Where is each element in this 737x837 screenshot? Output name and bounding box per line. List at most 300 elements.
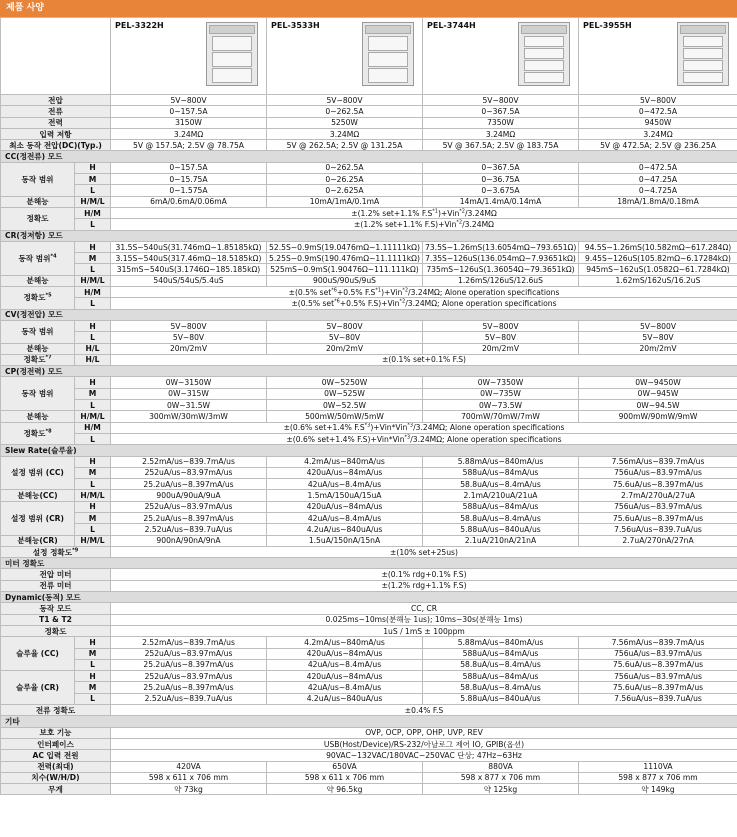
value-cell: 7.56uA/us~839.7uA/us (579, 693, 737, 704)
range-key: H/M/L (75, 490, 111, 501)
range-key: M (75, 174, 111, 185)
range-key: H (75, 456, 111, 467)
value-cell: 900uA/90uA/9uA (111, 490, 267, 501)
spec-row (1, 275, 737, 286)
model-cell (267, 18, 423, 95)
value-cell: 5.88mA/us~840mA/us (423, 456, 579, 467)
param-label: 치수(W/H/D) (1, 772, 111, 783)
value-cell: 300mW/30mW/3mW (111, 411, 267, 422)
value-cell: 5V~800V (111, 95, 267, 106)
spec-row (1, 784, 737, 795)
spec-row (1, 106, 737, 117)
param-label: 정확도$^{*8}$ (1, 422, 75, 445)
value-cell: ±(10% set+25us) (111, 546, 737, 557)
value-cell: ±(0.5% set$^{*6}$+0.5% $F.S^{*1})+Vin^{*2}/3.24M\Omega$; Alone operation specifications (111, 287, 737, 298)
value-cell: 0~367.5A (423, 162, 579, 173)
spec-row (1, 185, 737, 196)
value-cell: 1.5uA/150nA/15nA (267, 535, 423, 546)
value-cell: 20m/2mV (111, 343, 267, 354)
value-cell: 42uA/us~8.4mA/us (267, 479, 423, 490)
section-row (1, 151, 737, 162)
value-cell: 약 96.5kg (267, 784, 423, 795)
value-cell: 700mW/70mW/7mW (423, 411, 579, 422)
range-key: H (75, 637, 111, 648)
range-key: H (75, 501, 111, 512)
spec-row (1, 128, 737, 139)
value-cell: 0~157.5A (111, 106, 267, 117)
value-cell: 3.24MΩ (423, 128, 579, 139)
param-label: 최소 동작 전압(DC)(Typ.) (1, 140, 111, 151)
value-cell: 0~472.5A (579, 106, 737, 117)
param-label: 동작 모드 (1, 603, 111, 614)
value-cell: 5V~80V (111, 332, 267, 343)
value-cell: 756uA/us~83.97mA/us (579, 467, 737, 478)
section-title: CV(정전압) 모드 (1, 309, 737, 320)
value-cell: 75.6uA/us~8.397mA/us (579, 659, 737, 670)
section-title: CC(정전류) 모드 (1, 151, 737, 162)
value-cell: 756uA/us~83.97mA/us (579, 671, 737, 682)
value-cell: 25.2uA/us~8.397mA/us (111, 659, 267, 670)
value-cell: ±(0.5% set$^{*6}$+0.5% F.S)+Vin$^{*2}$/3.24MΩ; Alone operation specifications (111, 298, 737, 309)
section-row (1, 592, 737, 603)
range-key: H/M/L (75, 411, 111, 422)
section-row (1, 366, 737, 377)
value-cell: 25.2uA/us~8.397mA/us (111, 512, 267, 523)
spec-title: 제품 사양 (0, 0, 737, 17)
param-label: T1 & T2 (1, 614, 111, 625)
value-cell: 598 x 877 x 706 mm (579, 772, 737, 783)
spec-row (1, 207, 737, 218)
value-cell: 900mW/90mW/9mW (579, 411, 737, 422)
value-cell: 900uS/90uS/9uS (267, 275, 423, 286)
range-key: H/L (75, 354, 111, 365)
param-label: 정확도 (1, 207, 75, 230)
value-cell: 0.025ms~10ms(분해능 1us); 10ms~30s(분해능 1ms) (111, 614, 737, 625)
value-cell: 25.2uA/us~8.397mA/us (111, 479, 267, 490)
spec-row (1, 705, 737, 716)
value-cell: 540uS/54uS/5.4uS (111, 275, 267, 286)
range-key: L (75, 264, 111, 275)
value-cell: 7.56mA/us~839.7mA/us (579, 637, 737, 648)
value-cell: 252uA/us~83.97mA/us (111, 501, 267, 512)
value-cell: 약 73kg (111, 784, 267, 795)
range-key: L (75, 693, 111, 704)
param-label: 분해능 (1, 411, 75, 422)
spec-row (1, 196, 737, 207)
spec-row (1, 682, 737, 693)
value-cell: 588uA/us~84mA/us (423, 671, 579, 682)
spec-row (1, 456, 737, 467)
device-image (677, 22, 729, 86)
section-row (1, 716, 737, 727)
value-cell: 420uA/us~84mA/us (267, 501, 423, 512)
spec-row (1, 648, 737, 659)
range-key: H/M/L (75, 196, 111, 207)
param-label: 전류 (1, 106, 111, 117)
model-row (1, 18, 737, 95)
value-cell: 2.52uA/us~839.7uA/us (111, 524, 267, 535)
param-label: 분해능 (1, 196, 75, 207)
value-cell: 0~26.25A (267, 174, 423, 185)
value-cell: 0~1.575A (111, 185, 267, 196)
value-cell: 588uA/us~84mA/us (423, 467, 579, 478)
value-cell: 75.6uA/us~8.397mA/us (579, 512, 737, 523)
model-name: PEL-3533H (271, 21, 320, 30)
value-cell: 0W~525W (267, 388, 423, 399)
value-cell: 598 x 611 x 706 mm (111, 772, 267, 783)
spec-row (1, 693, 737, 704)
value-cell: 94.5S~1.26mS(10.582mΩ~617.284Ω) (579, 241, 737, 252)
value-cell: 3.24MΩ (111, 128, 267, 139)
param-label: 설정 범위 (CR) (1, 501, 75, 535)
spec-row (1, 343, 737, 354)
value-cell: 0W~735W (423, 388, 579, 399)
range-key: H/M (75, 422, 111, 433)
value-cell: 5.88uA/us~840uA/us (423, 693, 579, 704)
model-name: PEL-3744H (427, 21, 476, 30)
spec-row (1, 671, 737, 682)
value-cell: 2.52mA/us~839.7mA/us (111, 637, 267, 648)
value-cell: 31.5S~540uS(31.746mΩ~1.85185kΩ) (111, 241, 267, 252)
spec-row (1, 117, 737, 128)
value-cell: 4.2uA/us~840uA/us (267, 524, 423, 535)
spec-row (1, 580, 737, 591)
value-cell: 5V~800V (423, 95, 579, 106)
param-label: 분해능(CR) (1, 535, 75, 546)
param-label: 인터페이스 (1, 738, 111, 749)
value-cell: 58.8uA/us~8.4mA/us (423, 659, 579, 670)
spec-table (0, 17, 737, 795)
value-cell: 58.8uA/us~8.4mA/us (423, 479, 579, 490)
value-cell: 약 149kg (579, 784, 737, 795)
section-title: 미터 정확도 (1, 558, 737, 569)
value-cell: 0W~52.5W (267, 400, 423, 411)
value-cell: 1.62mS/162uS/16.2uS (579, 275, 737, 286)
value-cell: 650VA (267, 761, 423, 772)
section-title: Slew Rate(슬루율) (1, 445, 737, 456)
value-cell: 7.35S~126uS(136.054mΩ~7.93651kΩ) (423, 253, 579, 264)
section-title: 기타 (1, 716, 737, 727)
value-cell: 42uA/us~8.4mA/us (267, 659, 423, 670)
value-cell: ±(1.2% set+1.1% F.S)+Vin$^{*2}$/3.24MΩ (111, 219, 737, 230)
value-cell: 500mW/50mW/5mW (267, 411, 423, 422)
section-title: Dynamic(동적) 모드 (1, 592, 737, 603)
value-cell: 2.1mA/210uA/21uA (423, 490, 579, 501)
spec-row (1, 614, 737, 625)
spec-row (1, 95, 737, 106)
section-row (1, 230, 737, 241)
range-key: H (75, 671, 111, 682)
spec-row (1, 400, 737, 411)
value-cell: 588uA/us~84mA/us (423, 648, 579, 659)
value-cell: 73.5S~1.26mS(13.6054mΩ~793.651Ω) (423, 241, 579, 252)
spec-row (1, 287, 737, 298)
value-cell: 75.6uA/us~8.397mA/us (579, 479, 737, 490)
param-label: 슬루율 (CR) (1, 671, 75, 705)
value-cell: 5V @ 262.5A; 2.5V @ 131.25A (267, 140, 423, 151)
value-cell: 58.8uA/us~8.4mA/us (423, 512, 579, 523)
param-label: 분해능(CC) (1, 490, 75, 501)
value-cell: 20m/2mV (423, 343, 579, 354)
value-cell: 0~2.625A (267, 185, 423, 196)
value-cell: 2.52mA/us~839.7mA/us (111, 456, 267, 467)
range-key: L (75, 524, 111, 535)
value-cell: 900nA/90nA/9nA (111, 535, 267, 546)
model-name: PEL-3322H (115, 21, 164, 30)
value-cell: 756uA/us~83.97mA/us (579, 648, 737, 659)
spec-row (1, 467, 737, 478)
param-label: 전력 (1, 117, 111, 128)
value-cell: 0W~31.5W (111, 400, 267, 411)
spec-row (1, 140, 737, 151)
spec-row (1, 354, 737, 365)
value-cell: 252uA/us~83.97mA/us (111, 648, 267, 659)
value-cell: 4.2mA/us~840mA/us (267, 456, 423, 467)
spec-row (1, 479, 737, 490)
range-key: H (75, 320, 111, 331)
spec-row (1, 422, 737, 433)
spec-row (1, 772, 737, 783)
value-cell: 0W~7350W (423, 377, 579, 388)
spec-row (1, 219, 737, 230)
spec-row (1, 625, 737, 636)
range-key: L (75, 185, 111, 196)
range-key: H/L (75, 343, 111, 354)
param-label: 정확도$^{*7}$ (1, 354, 75, 365)
spec-row (1, 377, 737, 388)
value-cell: 4.2uA/us~840uA/us (267, 693, 423, 704)
value-cell: 3150W (111, 117, 267, 128)
value-cell: ±(1.2% set+1.1% $F.S^{*1})+Vin^{*2}/3.24M\Omega$ (111, 207, 737, 218)
range-key: M (75, 682, 111, 693)
value-cell: 525mS~0.9mS(1.90476Ω~111.111kΩ) (267, 264, 423, 275)
value-cell: 9450W (579, 117, 737, 128)
value-cell: 6mA/0.6mA/0.06mA (111, 196, 267, 207)
param-label: 설정 범위 (CC) (1, 456, 75, 490)
value-cell: 90VAC~132VAC/180VAC~250VAC 단상; 47Hz~63Hz (111, 750, 737, 761)
value-cell: 0~36.75A (423, 174, 579, 185)
range-key: H/M/L (75, 275, 111, 286)
value-cell: 0~4.725A (579, 185, 737, 196)
spec-row (1, 738, 737, 749)
range-key: H (75, 241, 111, 252)
value-cell: 315mS~540uS(3.1746Ω~185.185kΩ) (111, 264, 267, 275)
value-cell: 588uA/us~84mA/us (423, 501, 579, 512)
value-cell: 0W~9450W (579, 377, 737, 388)
corner-cell (1, 18, 111, 95)
value-cell: 0W~3150W (111, 377, 267, 388)
value-cell: CC, CR (111, 603, 737, 614)
spec-row (1, 761, 737, 772)
param-label: 동작 범위$^{*4}$ (1, 241, 75, 275)
spec-row (1, 162, 737, 173)
value-cell: 4.2mA/us~840mA/us (267, 637, 423, 648)
value-cell: 5V @ 367.5A; 2.5V @ 183.75A (423, 140, 579, 151)
param-label: 동작 범위 (1, 162, 75, 196)
range-key: L (75, 332, 111, 343)
value-cell: 5V~80V (423, 332, 579, 343)
value-cell: 5.88mA/us~840mA/us (423, 637, 579, 648)
value-cell: 5250W (267, 117, 423, 128)
value-cell: 2.7mA/270uA/27uA (579, 490, 737, 501)
value-cell: 945mS~162uS(1.0582Ω~61.7284kΩ) (579, 264, 737, 275)
value-cell: 20m/2mV (267, 343, 423, 354)
model-cell (423, 18, 579, 95)
value-cell: 7.56mA/us~839.7mA/us (579, 456, 737, 467)
value-cell: 880VA (423, 761, 579, 772)
value-cell: 2.52uA/us~839.7uA/us (111, 693, 267, 704)
param-label: 분해능 (1, 275, 75, 286)
value-cell: 252uA/us~83.97mA/us (111, 467, 267, 478)
section-title: CR(정저항) 모드 (1, 230, 737, 241)
param-label: 정확도 (1, 625, 111, 636)
param-label: 무게 (1, 784, 111, 795)
value-cell: 0~472.5A (579, 162, 737, 173)
value-cell: 756uA/us~83.97mA/us (579, 501, 737, 512)
param-label: 전압 (1, 95, 111, 106)
value-cell: 252uA/us~83.97mA/us (111, 671, 267, 682)
range-key: M (75, 512, 111, 523)
value-cell: 0W~5250W (267, 377, 423, 388)
value-cell: 0~3.675A (423, 185, 579, 196)
value-cell: USB(Host/Device)/RS-232/아날로그 제어 IO, GPIB(옵션) (111, 738, 737, 749)
value-cell: 1110VA (579, 761, 737, 772)
range-key: H (75, 162, 111, 173)
param-label: 전압 미터 (1, 569, 111, 580)
range-key: H/M/L (75, 535, 111, 546)
spec-row (1, 750, 737, 761)
value-cell: 420uA/us~84mA/us (267, 671, 423, 682)
value-cell: 0~15.75A (111, 174, 267, 185)
spec-row (1, 388, 737, 399)
range-key: L (75, 219, 111, 230)
spec-row (1, 298, 737, 309)
value-cell: 25.2uA/us~8.397mA/us (111, 682, 267, 693)
value-cell: 약 125kg (423, 784, 579, 795)
param-label: 설정 정확도$^{*9}$ (1, 546, 111, 557)
spec-row (1, 490, 737, 501)
range-key: L (75, 433, 111, 444)
value-cell: 5V~800V (579, 95, 737, 106)
spec-row (1, 433, 737, 444)
value-cell: 0~262.5A (267, 106, 423, 117)
value-cell: 420VA (111, 761, 267, 772)
param-label: 슬루율 (CC) (1, 637, 75, 671)
value-cell: 5V @ 472.5A; 2.5V @ 236.25A (579, 140, 737, 151)
spec-row (1, 727, 737, 738)
spec-row (1, 569, 737, 580)
value-cell: 7350W (423, 117, 579, 128)
value-cell: OVP, OCP, OPP, OHP, UVP, REV (111, 727, 737, 738)
range-key: L (75, 400, 111, 411)
value-cell: ±(0.6% set+1.4% $F.S^{*3})+Vin*Vin^{*3}/3.24M\Omega$; Alone operation specifications (111, 422, 737, 433)
device-image (518, 22, 570, 86)
param-label: 분해능 (1, 343, 75, 354)
value-cell: 5V~80V (579, 332, 737, 343)
range-key: M (75, 253, 111, 264)
spec-row (1, 546, 737, 557)
value-cell: 420uA/us~84mA/us (267, 648, 423, 659)
value-cell: 0~47.25A (579, 174, 737, 185)
value-cell: 1uS / 1mS ± 100ppm (111, 625, 737, 636)
value-cell: 52.5S~0.9mS(19.0476mΩ~1.11111kΩ) (267, 241, 423, 252)
range-key: H (75, 377, 111, 388)
value-cell: 18mA/1.8mA/0.18mA (579, 196, 737, 207)
model-cell (579, 18, 737, 95)
spec-row (1, 535, 737, 546)
value-cell: ±(0.1% set+0.1% F.S) (111, 354, 737, 365)
spec-row (1, 264, 737, 275)
value-cell: 3.24MΩ (267, 128, 423, 139)
value-cell: 3.15S~540uS(317.46mΩ~18.5185kΩ) (111, 253, 267, 264)
value-cell: 5V~800V (579, 320, 737, 331)
range-key: L (75, 298, 111, 309)
spec-row (1, 603, 737, 614)
range-key: H/M (75, 207, 111, 218)
value-cell: 42uA/us~8.4mA/us (267, 512, 423, 523)
param-label: AC 입력 전원 (1, 750, 111, 761)
section-title: CP(정전력) 모드 (1, 366, 737, 377)
spec-row (1, 241, 737, 252)
param-label: 전력(최대) (1, 761, 111, 772)
value-cell: 0~262.5A (267, 162, 423, 173)
value-cell: 0~157.5A (111, 162, 267, 173)
range-key: H/M (75, 287, 111, 298)
spec-row (1, 512, 737, 523)
param-label: 입력 저항 (1, 128, 111, 139)
value-cell: 14mA/1.4mA/0.14mA (423, 196, 579, 207)
value-cell: 5V~800V (267, 95, 423, 106)
model-cell (111, 18, 267, 95)
range-key: M (75, 467, 111, 478)
value-cell: 9.45S~126uS(105.82mΩ~6.17284kΩ) (579, 253, 737, 264)
value-cell: 3.24MΩ (579, 128, 737, 139)
value-cell: 0W~945W (579, 388, 737, 399)
section-row (1, 558, 737, 569)
spec-row (1, 659, 737, 670)
spec-row (1, 253, 737, 264)
value-cell: 42uA/us~8.4mA/us (267, 682, 423, 693)
value-cell: ±(0.6% set+1.4% F.S)+Vin*Vin$^{*3}$/3.24MΩ; Alone operation specifications (111, 433, 737, 444)
value-cell: 5V~80V (267, 332, 423, 343)
value-cell: 75.6uA/us~8.397mA/us (579, 682, 737, 693)
spec-row (1, 411, 737, 422)
param-label: 전류 정확도 (1, 705, 111, 716)
value-cell: 0W~94.5W (579, 400, 737, 411)
value-cell: 10mA/1mA/0.1mA (267, 196, 423, 207)
param-label: 정확도$^{*5}$ (1, 287, 75, 310)
range-key: M (75, 388, 111, 399)
value-cell: 598 x 877 x 706 mm (423, 772, 579, 783)
range-key: L (75, 479, 111, 490)
spec-row (1, 332, 737, 343)
value-cell: 735mS~126uS(1.36054Ω~79.3651kΩ) (423, 264, 579, 275)
value-cell: 5V~800V (267, 320, 423, 331)
value-cell: 20m/2mV (579, 343, 737, 354)
param-label: 전류 미터 (1, 580, 111, 591)
value-cell: ±(1.2% rdg+1.1% F.S) (111, 580, 737, 591)
value-cell: 0W~73.5W (423, 400, 579, 411)
spec-row (1, 320, 737, 331)
param-label: 동작 범위 (1, 377, 75, 411)
value-cell: 2.7uA/270nA/27nA (579, 535, 737, 546)
value-cell: 58.8uA/us~8.4mA/us (423, 682, 579, 693)
value-cell: 1.5mA/150uA/15uA (267, 490, 423, 501)
value-cell: 1.26mS/126uS/12.6uS (423, 275, 579, 286)
model-name: PEL-3955H (583, 21, 632, 30)
value-cell: 5.25S~0.9mS(190.476mΩ~11.1111kΩ) (267, 253, 423, 264)
section-row (1, 309, 737, 320)
